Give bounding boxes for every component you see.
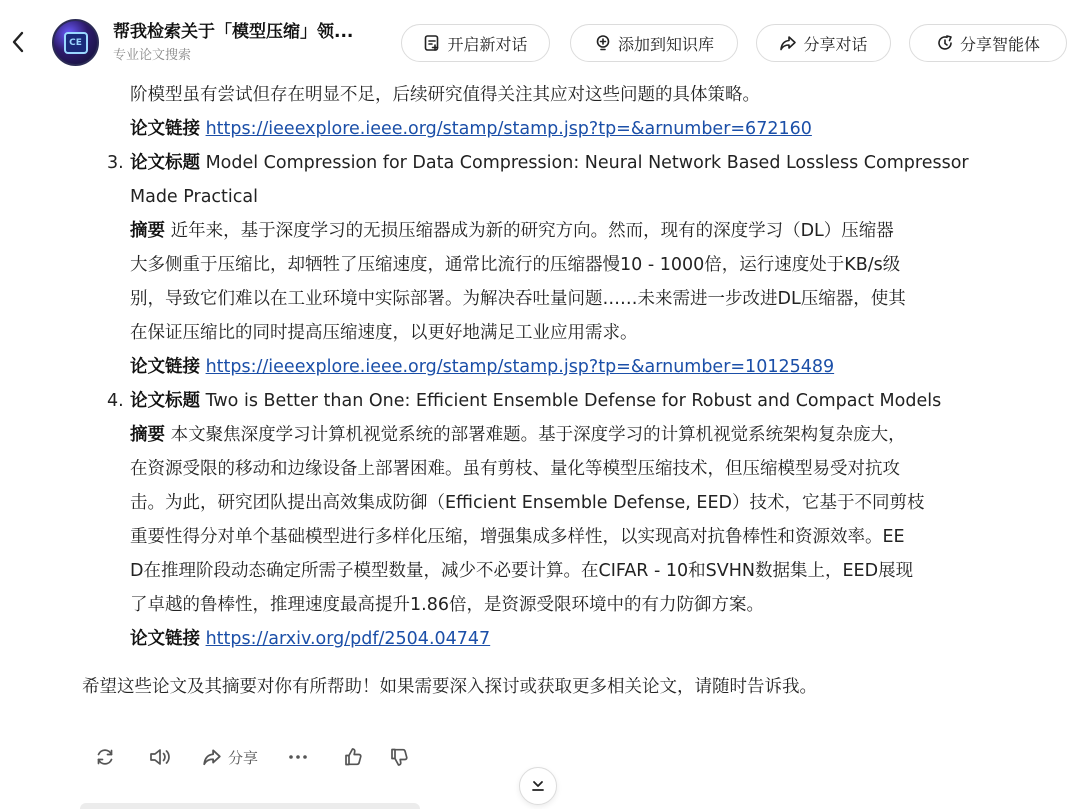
title-block [113, 20, 393, 66]
dislike-button[interactable] [380, 740, 418, 774]
paper4-link-row [130, 622, 990, 656]
share-arrow-icon [779, 34, 797, 52]
paper4-title-row [130, 384, 990, 418]
chevron-down-icon [529, 777, 547, 795]
speaker-icon [148, 746, 172, 768]
closing-message: 希望这些论文及其摘要对你有所帮助！如果需要深入探讨或获取更多相关论文，请随时告诉我。 [82, 677, 817, 697]
paper3-link-label: 论文链接 [130, 357, 200, 377]
back-button[interactable] [6, 26, 30, 58]
agent-avatar[interactable] [52, 19, 99, 66]
more-dots-icon [286, 746, 310, 768]
scroll-to-bottom-button[interactable] [519, 767, 557, 805]
paper3-abstract-row1 [130, 214, 990, 248]
lightbulb-plus-icon [594, 34, 612, 52]
like-button[interactable] [334, 740, 372, 774]
paper2-link[interactable]: https://ieeexplore.ieee.org/stamp/stamp.jsp?tp=&arnumber=672160 [205, 119, 812, 139]
refresh-icon [94, 746, 116, 768]
paper3-link-row [130, 350, 990, 384]
share-agent-icon [936, 34, 954, 52]
paper4-title-label: 论文标题 [130, 391, 200, 411]
paper3-title-line2: Made Practical [130, 187, 258, 207]
paper2-abstract-tail: 阶模型虽有尝试但存在明显不足，后续研究值得关注其应对这些问题的具体策略。 [130, 85, 760, 105]
page-title: 帮我检索关于「模型压缩」领... [113, 22, 354, 42]
paper4-number: 4. [107, 391, 124, 411]
chat-header [0, 0, 1080, 80]
paper3-abstract-line2: 大多侧重于压缩比，却牺牲了压缩速度，通常比流行的压缩器慢10 - 1000倍，运行速度处于KB/s级 [130, 255, 901, 275]
paper3-link[interactable]: https://ieeexplore.ieee.org/stamp/stamp.jsp?tp=&arnumber=10125489 [205, 357, 835, 377]
add-to-knowledge-base-label: 添加到知识库 [617, 34, 714, 54]
paper4-abstract-line2: 在资源受限的移动和边缘设备上部署困难。虽有剪枝、量化等模型压缩技术，但压缩模型易受对抗攻 [130, 459, 900, 479]
paper3-abstract-line1: 近年来，基于深度学习的无损压缩器成为新的研究方向。然而，现有的深度学习（DL）压缩器 [170, 221, 894, 241]
share-agent-button[interactable] [909, 24, 1067, 62]
thumbs-down-icon [388, 746, 410, 768]
new-chat-label: 开启新对话 [447, 34, 528, 54]
share-agent-label: 分享智能体 [959, 34, 1040, 54]
paper3-abstract-line4: 在保证压缩比的同时提高压缩速度，以更好地满足工业应用需求。 [130, 323, 638, 343]
paper3-abstract-line3: 别，导致它们难以在工业环境中实际部署。为解决吞吐量问题……未来需进一步改进DL压缩器，使其 [130, 289, 906, 309]
paper4-abstract-line4: 重要性得分对单个基础模型进行多样化压缩，增强集成多样性，以实现高对抗鲁棒性和资源效率。EE [130, 527, 905, 547]
paper4-abstract-line3: 击。为此，研究团队提出高效集成防御（Efficient Ensemble Defense, EED）技术，它基于不同剪枝 [130, 493, 925, 513]
paper4-abstract-label: 摘要 [130, 425, 165, 445]
more-button[interactable] [278, 740, 318, 774]
read-aloud-button[interactable] [140, 740, 180, 774]
paper2-link-row [130, 112, 990, 146]
share-button[interactable] [194, 740, 266, 774]
regenerate-button[interactable] [86, 740, 124, 774]
new-chat-button[interactable] [401, 24, 550, 62]
message-actions [86, 740, 418, 774]
paper2-link-label: 论文链接 [130, 119, 200, 139]
avatar-label: CE [64, 32, 88, 54]
paper4-link-label: 论文链接 [130, 629, 200, 649]
thumbs-up-icon [342, 746, 364, 768]
paper4-abstract-line6: 了卓越的鲁棒性，推理速度最高提升1.86倍，是资源受限环境中的有力防御方案。 [130, 595, 764, 615]
paper4-link[interactable]: https://arxiv.org/pdf/2504.04747 [205, 629, 491, 649]
paper3-title-row [130, 146, 990, 180]
paper4-abstract-line5: D在推理阶段动态确定所需子模型数量，减少不必要计算。在CIFAR - 10和SVHN数据集上，EED展现 [130, 561, 914, 581]
share-chat-button[interactable] [756, 24, 891, 62]
paper4-abstract-row1 [130, 418, 990, 452]
share-chat-label: 分享对话 [803, 34, 868, 54]
input-area-edge [80, 803, 420, 809]
paper4-abstract-line1: 本文聚焦深度学习计算机视觉系统的部署难题。基于深度学习的计算机视觉系统架构复杂庞大， [170, 425, 906, 445]
paper3-abstract-label: 摘要 [130, 221, 165, 241]
add-to-knowledge-base-button[interactable] [570, 24, 738, 62]
chevron-left-icon [11, 31, 25, 53]
page-subtitle: 专业论文搜索 [113, 48, 192, 63]
share-button-label: 分享 [228, 748, 259, 767]
paper3-title-line1: Model Compression for Data Compression: Neural Network Based Lossless Compressor [205, 153, 969, 173]
new-chat-icon [423, 34, 441, 52]
paper3-title-label: 论文标题 [130, 153, 200, 173]
paper3-number: 3. [107, 153, 124, 173]
share-arrow-icon [202, 747, 222, 767]
paper4-title: Two is Better than One: Efficient Ensemble Defense for Robust and Compact Models [205, 391, 942, 411]
